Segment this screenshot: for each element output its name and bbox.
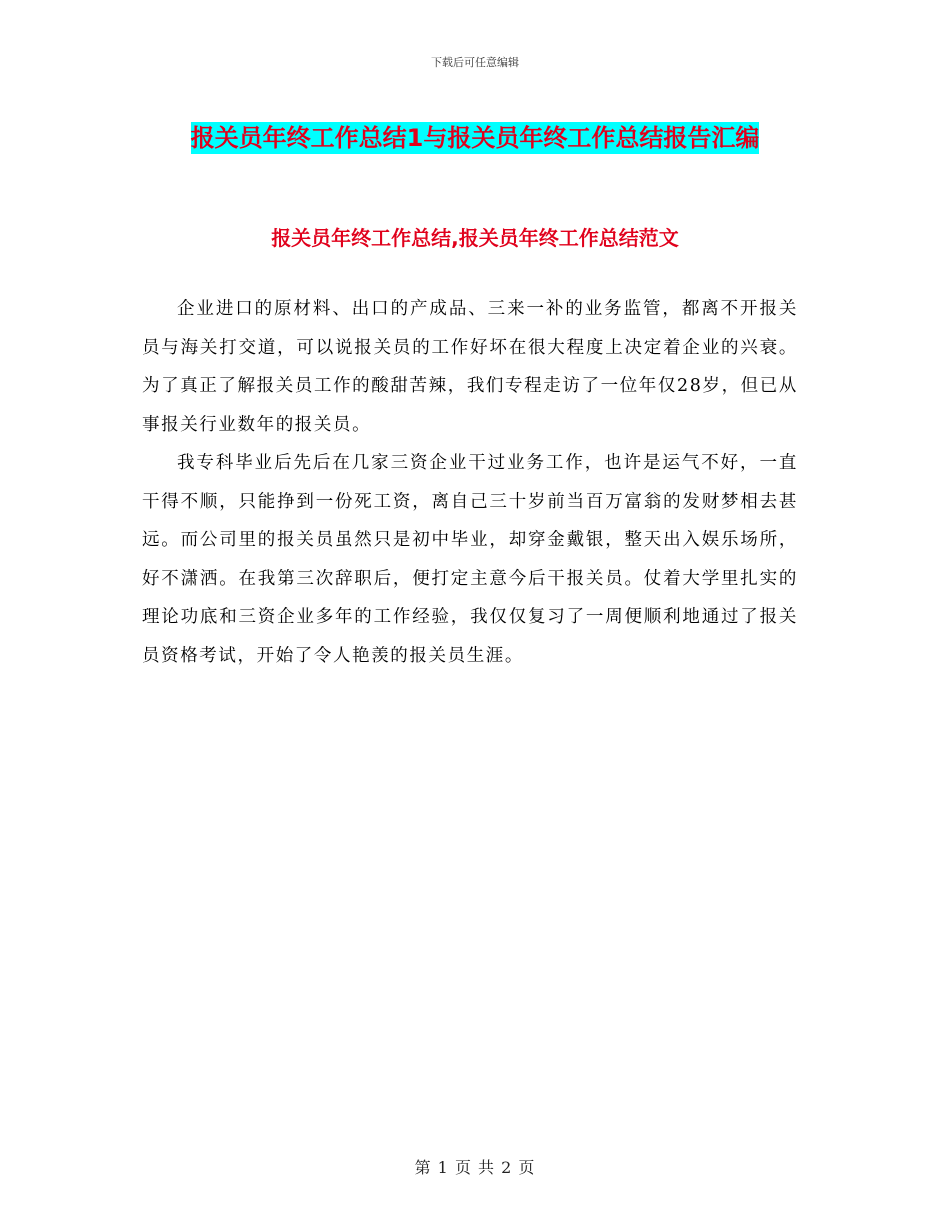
page-header-note: 下载后可任意编辑 <box>431 56 519 69</box>
body-paragraph: 我专科毕业后先后在几家三资企业干过业务工作，也许是运气不好，一直干得不顺，只能挣到一份死工资，离自己三十岁前当百万富翁的发财梦相去甚远。而公司里的报关员虽然只是初中毕业，却穿金戴银，整天出入娱乐场所，好不潇洒。在我第三次辞职后，便打定主意今后干报关员。仗着大学里扎实的理论功底和三资企业多年的工作经验，我仅仅复习了一周便顺利地通过了报关员资格考试，开始了令人艳羡的报关员生涯。 <box>142 453 798 666</box>
document-title-text: 报关员年终工作总结1与报关员年终工作总结报告汇编 <box>190 124 760 152</box>
document-subtitle: 报关员年终工作总结,报关员年终工作总结范文 <box>271 226 679 250</box>
page-number-footer: 第 1 页 共 2 页 <box>414 1158 536 1177</box>
body-paragraph: 企业进口的原材料、出口的产成品、三来一补的业务监管，都离不开报关员与海关打交道，可以说报关员的工作好坏在很大程度上决定着企业的兴衰。为了真正了解报关员工作的酸甜苦辣，我们专程走访了一位年仅28岁，但已从事报关行业数年的报关员。 <box>142 299 798 435</box>
document-body <box>142 290 798 675</box>
document-title <box>140 112 810 164</box>
